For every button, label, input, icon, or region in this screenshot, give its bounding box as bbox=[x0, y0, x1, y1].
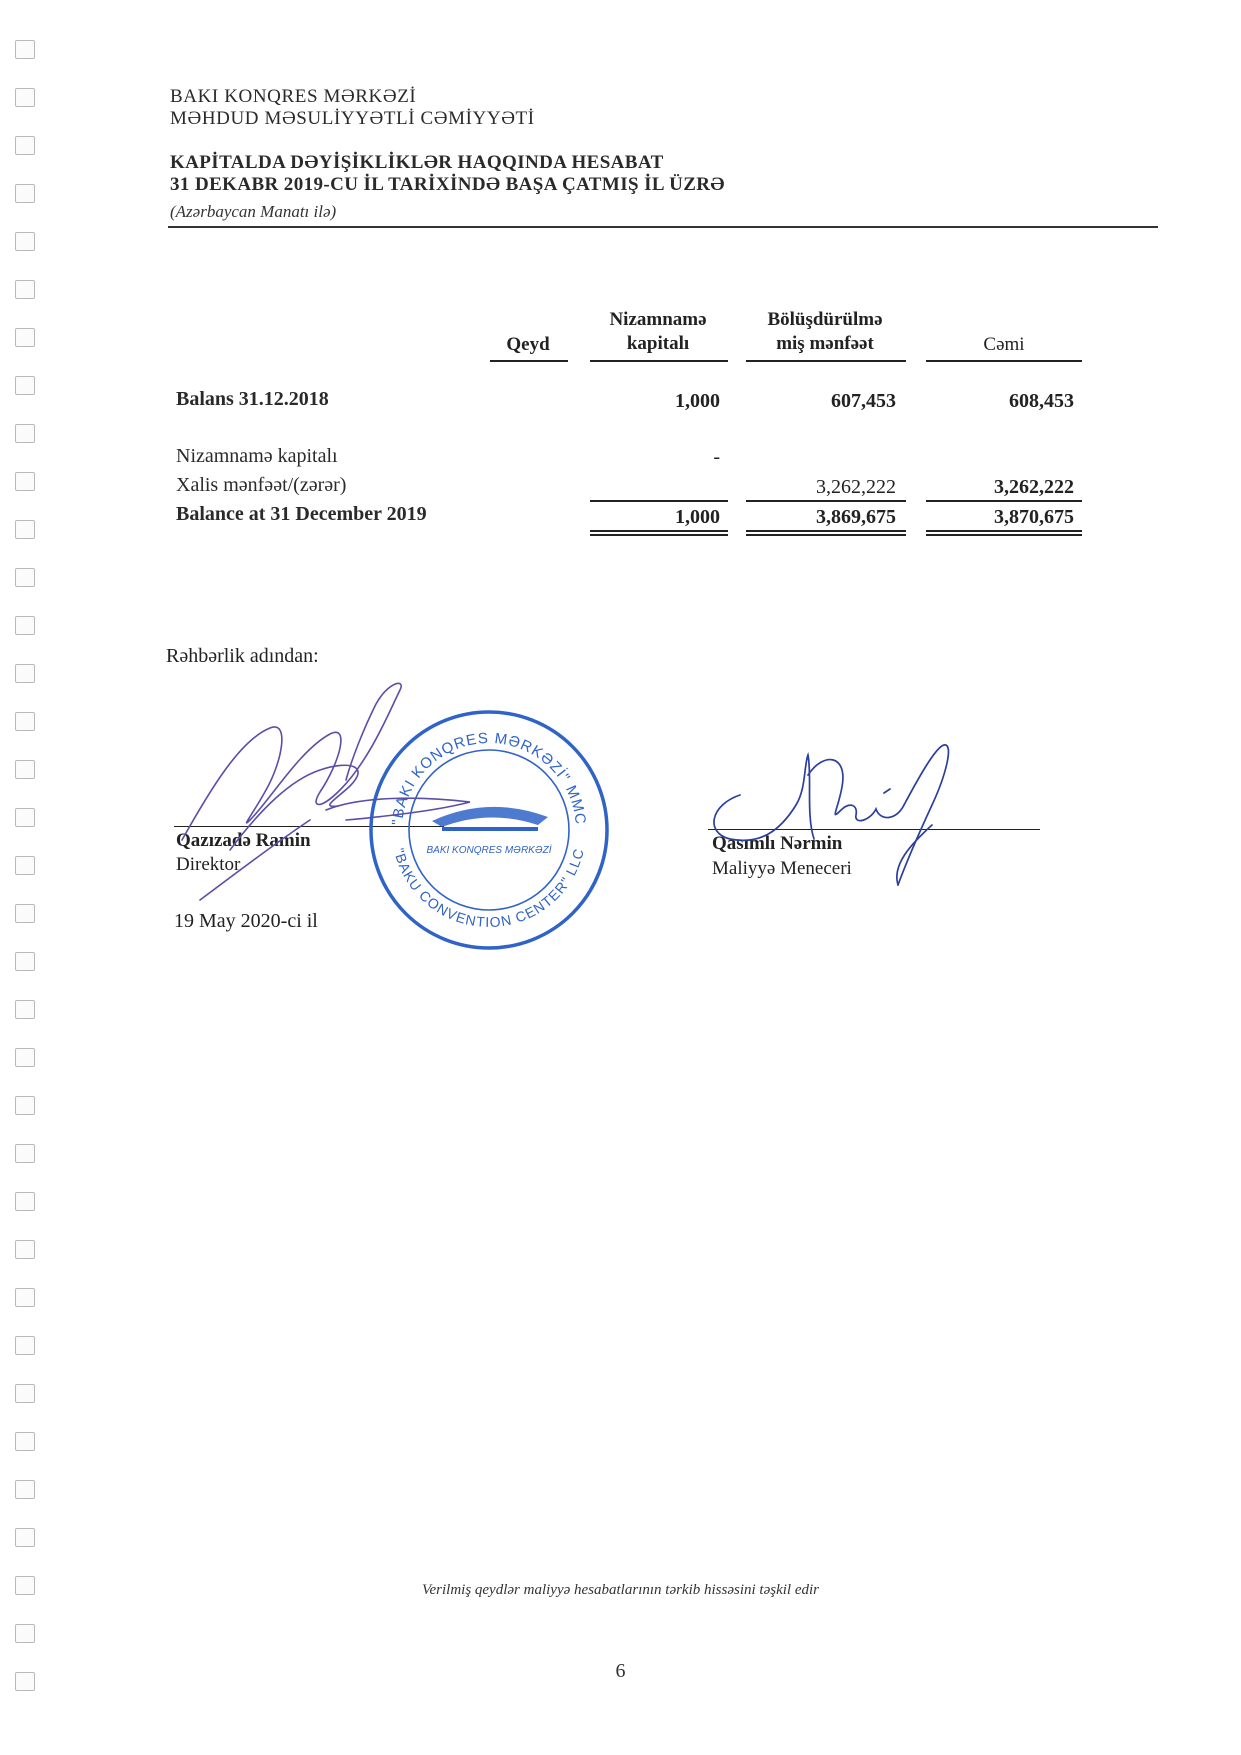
subtotal-rule bbox=[590, 500, 728, 502]
row-label-closing-balance: Balance at 31 December 2019 bbox=[176, 503, 427, 525]
col-header-note: Qeyd bbox=[506, 334, 550, 355]
binding-hole bbox=[15, 1192, 35, 1211]
footer-note: Verilmiş qeydlər maliyyə hesabatlarının tərkib hissəsini təşkil edir bbox=[421, 1582, 820, 1598]
binding-hole bbox=[15, 952, 35, 971]
binding-hole bbox=[15, 1480, 35, 1499]
report-period: 31 DEKABR 2019-CU İL TARİXİNDƏ BAŞA ÇATMIŞ İL ÜZRƏ bbox=[170, 174, 725, 195]
row-label-share-capital: Nizamnamə kapitalı bbox=[176, 445, 338, 467]
total-double-rule bbox=[746, 534, 906, 536]
total-double-rule bbox=[590, 530, 728, 532]
cell-capital-opening: 1,000 bbox=[675, 390, 720, 412]
signer-left-title: Direktor bbox=[176, 854, 241, 875]
subtotal-rule bbox=[926, 500, 1082, 502]
signature-date: 19 May 2020-ci il bbox=[174, 910, 318, 932]
signer-right-title: Maliyyə Meneceri bbox=[712, 858, 852, 879]
row-label-opening-balance: Balans 31.12.2018 bbox=[176, 388, 329, 410]
binding-hole bbox=[15, 280, 35, 299]
subtotal-rule bbox=[746, 500, 906, 502]
binding-hole bbox=[15, 856, 35, 875]
binding-hole bbox=[15, 1048, 35, 1067]
binding-hole bbox=[15, 1096, 35, 1115]
binding-hole bbox=[15, 1528, 35, 1547]
report-title: KAPİTALDA DƏYİŞİKLİKLƏR HAQQINDA HESABAT bbox=[170, 152, 664, 173]
stamp-bottom-text: "BAKU CONVENTION CENTER" LLC bbox=[391, 846, 588, 931]
total-double-rule bbox=[590, 534, 728, 536]
total-double-rule bbox=[926, 530, 1082, 532]
cell-total-opening: 608,453 bbox=[1009, 390, 1074, 412]
binding-hole bbox=[15, 1432, 35, 1451]
binding-hole bbox=[15, 232, 35, 251]
col-header-retained-line2: miş mənfəət bbox=[776, 333, 874, 354]
binding-hole bbox=[15, 472, 35, 491]
row-label-net-profit: Xalis mənfəət/(zərər) bbox=[176, 474, 347, 496]
binding-hole bbox=[15, 1384, 35, 1403]
currency-note: (Azərbaycan Manatı ilə) bbox=[170, 202, 337, 221]
cell-total-closing: 3,870,675 bbox=[994, 506, 1074, 528]
binding-hole bbox=[15, 1288, 35, 1307]
binding-hole bbox=[15, 184, 35, 203]
cell-retained-net-profit: 3,262,222 bbox=[816, 476, 896, 498]
signer-left-name: Qazızadə Ramin bbox=[176, 830, 311, 851]
binding-holes bbox=[11, 30, 41, 1730]
binding-hole bbox=[15, 1240, 35, 1259]
binding-hole bbox=[15, 904, 35, 923]
binding-hole bbox=[15, 760, 35, 779]
binding-hole bbox=[15, 1624, 35, 1643]
binding-hole bbox=[15, 664, 35, 683]
binding-hole bbox=[15, 808, 35, 827]
total-double-rule bbox=[746, 530, 906, 532]
binding-hole bbox=[15, 616, 35, 635]
cell-total-net-profit: 3,262,222 bbox=[994, 476, 1074, 498]
stamp-top-text: "BAKI KONQRES MƏRKƏZİ" MMC bbox=[389, 729, 589, 826]
stamp-center-text: BAKI KONQRES MƏRKƏZİ bbox=[426, 845, 552, 856]
col-header-capital-line2: kapitalı bbox=[626, 333, 690, 354]
binding-hole bbox=[15, 376, 35, 395]
binding-hole bbox=[15, 136, 35, 155]
col-header-underline bbox=[490, 360, 568, 362]
col-header-retained-line1: Bölüşdürülmə bbox=[767, 309, 883, 330]
cell-retained-opening: 607,453 bbox=[831, 390, 896, 412]
cell-retained-closing: 3,869,675 bbox=[816, 506, 896, 528]
binding-hole bbox=[15, 1000, 35, 1019]
cell-capital-closing: 1,000 bbox=[675, 506, 720, 528]
cell-capital-share-capital: - bbox=[713, 446, 720, 468]
binding-hole bbox=[15, 1144, 35, 1163]
binding-hole bbox=[15, 424, 35, 443]
header-rule bbox=[168, 226, 1158, 228]
binding-hole bbox=[15, 712, 35, 731]
col-header-underline bbox=[746, 360, 906, 362]
page-number: 6 bbox=[615, 1660, 626, 1682]
col-header-total: Cəmi bbox=[983, 334, 1025, 355]
col-header-underline bbox=[590, 360, 728, 362]
company-legal-form: MƏHDUD MƏSULİYYƏTLİ CƏMİYYƏTİ bbox=[170, 108, 535, 129]
binding-hole bbox=[15, 568, 35, 587]
signature-intro: Rəhbərlik adından: bbox=[166, 645, 319, 667]
binding-hole bbox=[15, 40, 35, 59]
col-header-retained bbox=[745, 308, 905, 356]
col-header-capital-line1: Nizamnamə bbox=[609, 309, 707, 330]
signature-left bbox=[170, 670, 500, 910]
signer-right-name: Qasımlı Nərmin bbox=[712, 833, 843, 854]
signature-right bbox=[700, 735, 960, 895]
binding-hole bbox=[15, 88, 35, 107]
total-double-rule bbox=[926, 534, 1082, 536]
binding-hole bbox=[15, 328, 35, 347]
binding-hole bbox=[15, 520, 35, 539]
col-header-capital bbox=[588, 308, 728, 356]
binding-hole bbox=[15, 1336, 35, 1355]
col-header-underline bbox=[926, 360, 1082, 362]
company-name: BAKI KONQRES MƏRKƏZİ bbox=[170, 86, 417, 107]
